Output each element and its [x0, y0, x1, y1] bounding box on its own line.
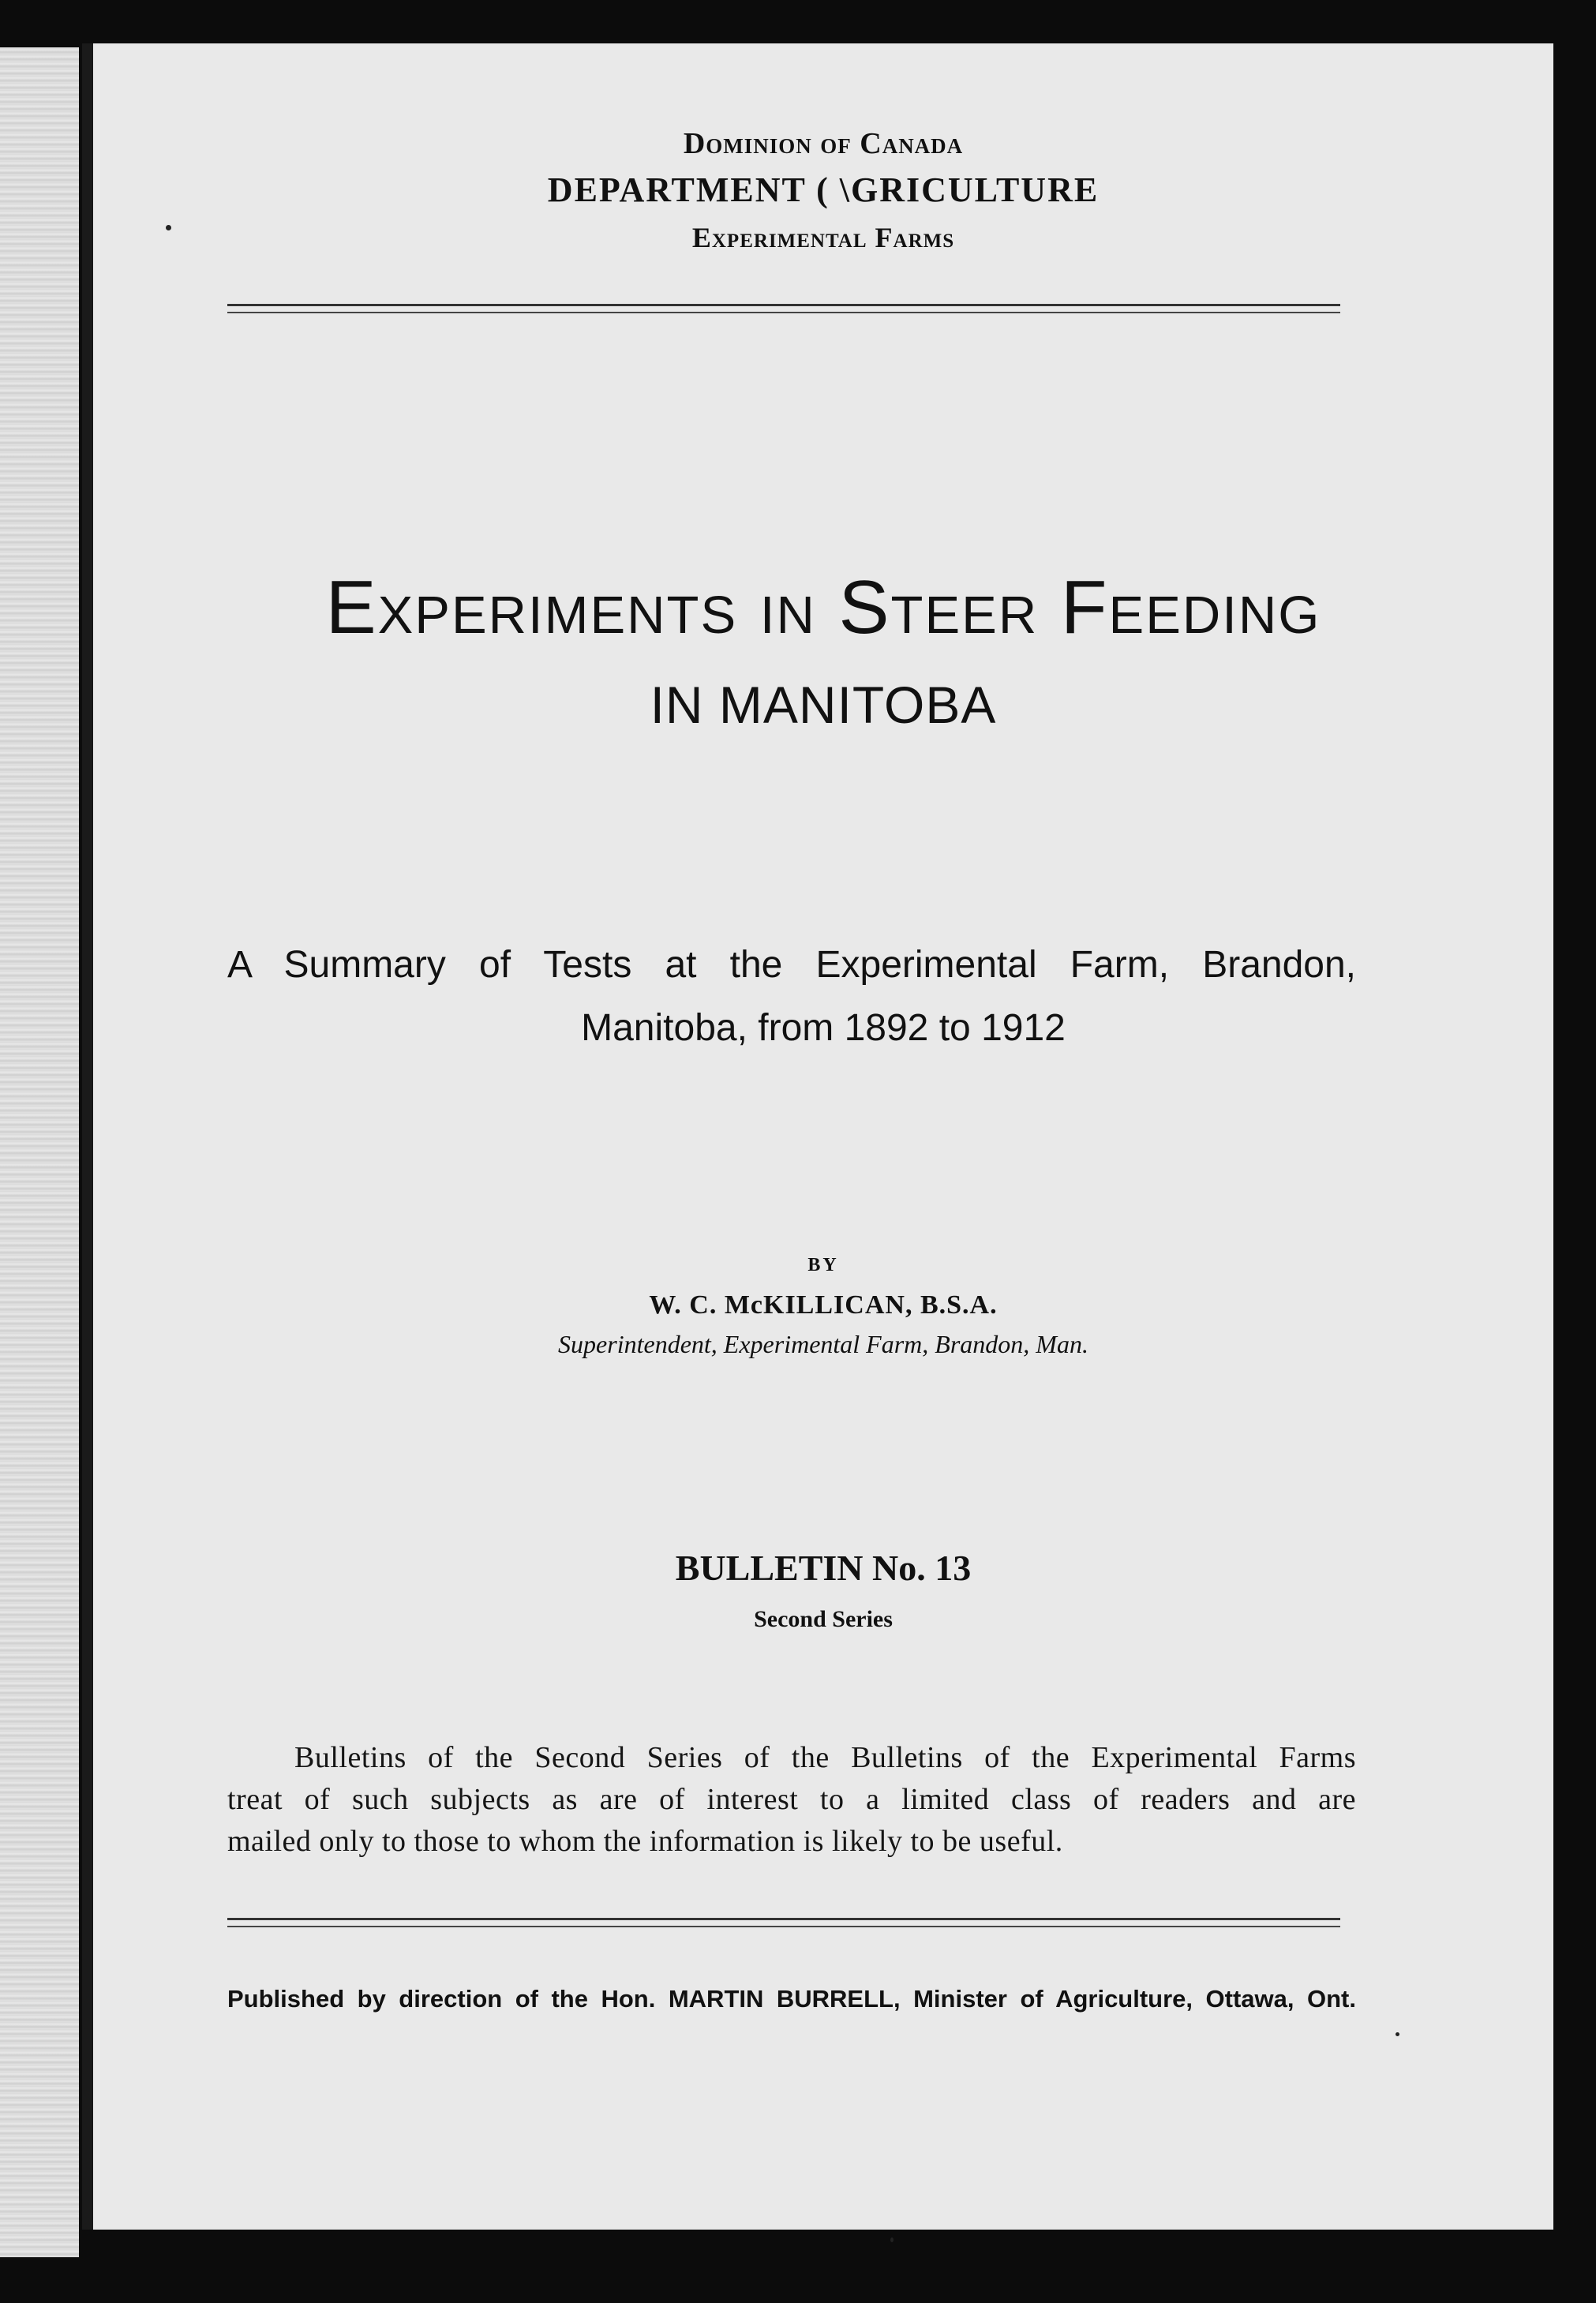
header-dominion: Dominion of Canada: [683, 127, 964, 160]
title-sub: IN MANITOBA: [650, 676, 997, 734]
footer-divider-top: [227, 1918, 1340, 1920]
notice-line-3: mailed only to those to whom the information is likely to be useful.: [227, 1825, 1063, 1858]
header-experimental-farms: Experimental Farms: [691, 222, 955, 253]
publisher-line: Published by direction of the Hon. MARTIN BURRELL, Minister of Agriculture, Ottawa, Ont.: [227, 1985, 1356, 2013]
bulletin-number: BULLETIN No. 13: [675, 1548, 972, 1588]
scan-speck: [166, 225, 171, 230]
author-title: Superintendent, Experimental Farm, Brandon, Man.: [558, 1330, 1088, 1358]
summary-line-1: A Summary of Tests at the Experimental Farm, Brandon,: [227, 944, 1356, 986]
series-label: Second Series: [754, 1606, 893, 1632]
header-divider-top: [227, 304, 1340, 306]
author-name: W. C. McKILLICAN, B.S.A.: [649, 1290, 998, 1320]
header-divider-bottom: [227, 312, 1340, 313]
notice-line-1: Bulletins of the Second Series of the Bulletins of the Experimental Farms: [294, 1741, 1356, 1774]
by-label: BY: [807, 1255, 839, 1275]
cover-page: [93, 43, 1553, 2230]
scan-speck: [1396, 2032, 1399, 2036]
scan-margin-strip: [0, 47, 79, 2257]
summary-line-2: Manitoba, from 1892 to 1912: [581, 1007, 1066, 1049]
scan-speck: [890, 2237, 894, 2242]
footer-divider-bottom: [227, 1926, 1340, 1927]
header-department: DEPARTMENT ( \GRICULTURE: [547, 170, 1100, 209]
title-main: Experiments in Steer Feeding: [325, 565, 1321, 650]
notice-line-2: treat of such subjects as are of interest to a limited class of readers and are: [227, 1783, 1356, 1816]
